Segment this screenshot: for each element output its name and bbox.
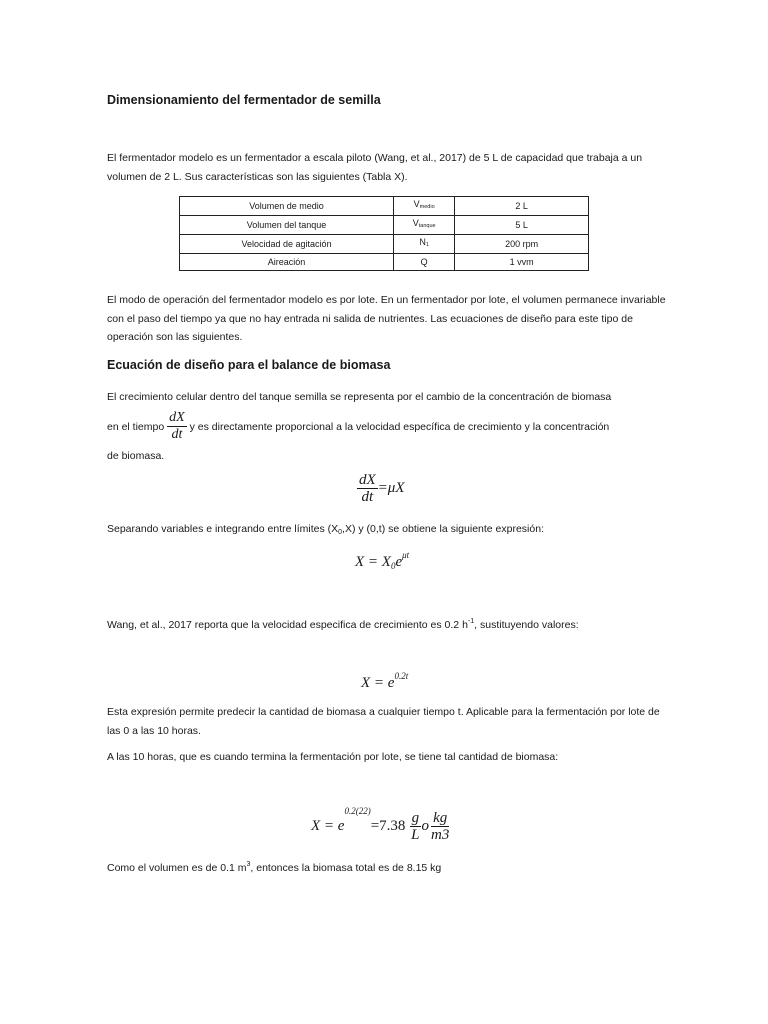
wang-paragraph: Wang, et al., 2017 reporta que la velocidad especifica de crecimiento es 0.2 $h^{-1}$, sustituyendo valores:	[107, 618, 579, 631]
specifications-table	[179, 196, 589, 271]
table-row	[180, 197, 589, 216]
ten-hours-paragraph: A las 10 horas, que es cuando termina la fermentación por lote, se tiene tal cantidad de biomasa:	[107, 751, 559, 763]
table-cell-symbol: Q	[394, 254, 455, 271]
equation-substituted: $X = e^{0.2t}$	[361, 671, 409, 691]
equation-result: $X = e^{0.2(22)}=7.38$ $\frac{g}{L}$ o $\frac{kg}{m3}$	[311, 806, 450, 844]
inline-fraction: $\frac{dX}{dt}$	[169, 410, 185, 443]
predict-paragraph: Esta expresión permite predecir la cantidad de biomasa a cualquier tiempo t. Aplicable para la fermentación por lote de las 0 a las 10 horas.	[107, 706, 660, 737]
table-cell-symbol: N1	[394, 235, 455, 254]
equation-integrated: $X = X_0e^{\mu t}$	[355, 550, 410, 571]
operation-paragraph: El modo de operación del fermentador modelo es por lote. En un fermentador por lote, el volumen permanece invariable con el paso del tiempo ya que no hay entrada ni salida de nutrientes. Las ecuaciones de diseño para este tipo de operación son las siguientes.	[107, 294, 666, 343]
equation-dx-dt: $\frac{dX}{dt}$ =μX	[359, 472, 405, 505]
intro-paragraph: El fermentador modelo es un fermentador a escala piloto (Wang, et al., 2017) de 5 L de capacidad que trabaja a un volumen de 2 L. Sus características son las siguientes (Tabla X).	[107, 152, 643, 183]
section-title: Ecuación de diseño para el balance de biomasa	[107, 358, 391, 372]
table-cell-value: 5 L	[455, 216, 589, 235]
table-cell-label: Velocidad de agitación	[180, 235, 394, 254]
separate-paragraph: Separando variables e integrando entre límites (X0,X) y (0,t) se obtiene la siguiente expresión:	[107, 523, 544, 536]
table-row	[180, 235, 589, 254]
table-cell-value: 1 vvm	[455, 254, 589, 271]
final-paragraph: Como el volumen es de 0.1 $m^3$, entonces la biomasa total es de 8.15 kg	[107, 861, 442, 874]
table-cell-symbol: Vtanque	[394, 216, 455, 235]
table-cell-label: Aireación	[180, 254, 394, 271]
growth-paragraph: El crecimiento celular dentro del tanque semilla se representa por el cambio de la concentración de biomasa en el tiempo $\frac{dX}{dt}$ y es directamente proporcional a la velocidad específica de crecimiento y la concentración de biomasa.	[107, 391, 612, 462]
table-cell-label: Volumen del tanque	[180, 216, 394, 235]
table-cell-value: 2 L	[455, 197, 589, 216]
table-row	[180, 216, 589, 235]
page-title: Dimensionamiento del fermentador de semilla	[107, 93, 381, 107]
table-row	[180, 254, 589, 271]
table-cell-value: 200 rpm	[455, 235, 589, 254]
table-cell-label: Volumen de medio	[180, 197, 394, 216]
table-cell-symbol: Vmedio	[394, 197, 455, 216]
